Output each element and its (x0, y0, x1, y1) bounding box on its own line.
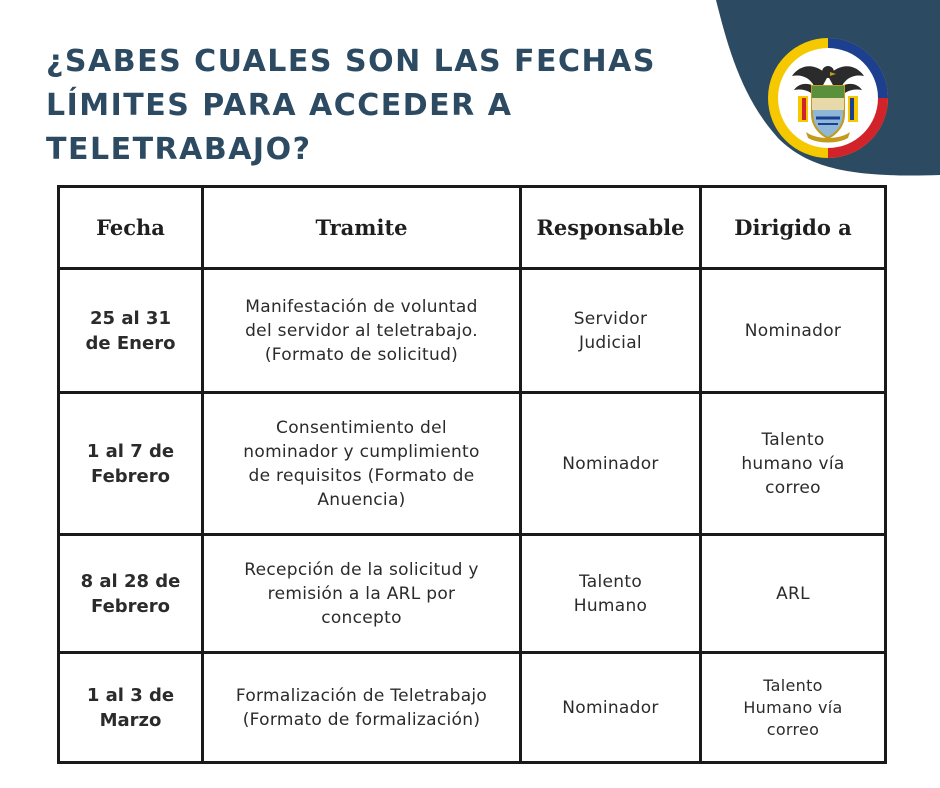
cell-fecha: 25 al 31 de Enero (59, 269, 203, 393)
cell-responsable: Nominador (521, 653, 701, 763)
deadlines-table (57, 185, 887, 764)
header-tramite: Tramite (203, 187, 521, 269)
cell-dirigido: ARL (701, 535, 886, 653)
table-row (59, 535, 886, 653)
cell-responsable: Servidor Judicial (521, 269, 701, 393)
cell-tramite: Consentimiento del nominador y cumplimiento de requisitos (Formato de Anuencia) (203, 393, 521, 535)
cell-fecha: 8 al 28 de Febrero (59, 535, 203, 653)
cell-dirigido: Talento Humano vía correo (701, 653, 886, 763)
header-responsable: Responsable (521, 187, 701, 269)
table-row (59, 653, 886, 763)
page-title (46, 40, 686, 172)
cell-fecha: 1 al 3 de Marzo (59, 653, 203, 763)
cell-dirigido: Talento humano vía correo (701, 393, 886, 535)
header-dirigido: Dirigido a (701, 187, 886, 269)
title-line: TELETRABAJO? (46, 132, 312, 167)
cell-tramite: Recepción de la solicitud y remisión a la ARL por concepto (203, 535, 521, 653)
cell-fecha: 1 al 7 de Febrero (59, 393, 203, 535)
cell-dirigido: Nominador (701, 269, 886, 393)
header-fecha: Fecha (59, 187, 203, 269)
cell-responsable: Talento Humano (521, 535, 701, 653)
colombia-coat-of-arms-icon (766, 36, 890, 160)
cell-responsable: Nominador (521, 393, 701, 535)
table-row (59, 393, 886, 535)
table-row (59, 269, 886, 393)
title-line: ¿SABES CUALES SON LAS FECHAS (46, 44, 656, 79)
table-header-row (59, 187, 886, 269)
title-line: LÍMITES PARA ACCEDER A (46, 88, 513, 123)
cell-tramite: Manifestación de voluntad del servidor al teletrabajo. (Formato de solicitud) (203, 269, 521, 393)
cell-tramite: Formalización de Teletrabajo (Formato de formalización) (203, 653, 521, 763)
